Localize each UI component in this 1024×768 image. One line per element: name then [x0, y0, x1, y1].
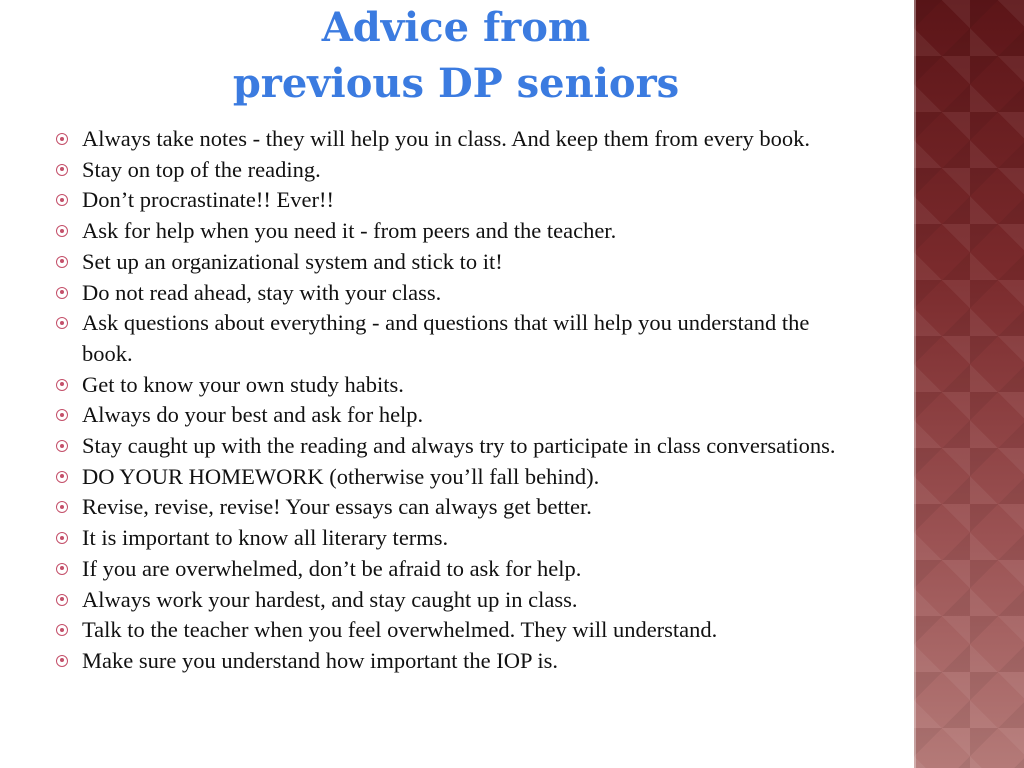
- list-item-text: DO YOUR HOMEWORK (otherwise you’ll fall behind).: [82, 463, 600, 489]
- list-item-text: Stay on top of the reading.: [82, 156, 321, 182]
- list-item: [56, 155, 856, 186]
- list-item: [56, 554, 856, 585]
- list-item-text: Ask for help when you need it - from peers and the teacher.: [82, 218, 617, 244]
- list-item-text: Set up an organizational system and stick to it!: [82, 248, 503, 274]
- list-item: [56, 492, 856, 523]
- list-item-text: Talk to the teacher when you feel overwhelmed. They will understand.: [82, 617, 718, 643]
- bullet-icon: [56, 655, 68, 667]
- list-item: [56, 646, 856, 677]
- list-item-text: Ask questions about everything - and questions that will help you understand the book.: [82, 310, 810, 366]
- bullet-icon: [56, 471, 68, 483]
- list-item: [56, 247, 856, 278]
- bullet-icon: [56, 532, 68, 544]
- bullet-icon: [56, 256, 68, 268]
- list-item: [56, 370, 856, 401]
- bullet-icon: [56, 501, 68, 513]
- list-item-text: If you are overwhelmed, don’t be afraid to ask for help.: [82, 555, 582, 581]
- list-item-text: Always take notes - they will help you in class. And keep them from every book.: [82, 126, 810, 151]
- list-item-text: Make sure you understand how important the IOP is.: [82, 647, 558, 673]
- list-item: [56, 462, 856, 493]
- diamond-pattern: [914, 0, 1024, 768]
- list-item: [56, 216, 856, 247]
- list-item: [56, 615, 856, 646]
- bullet-icon: [56, 624, 68, 636]
- list-item-text: Always work your hardest, and stay caught up in class.: [82, 586, 578, 612]
- bullet-icon: [56, 287, 68, 299]
- bullet-icon: [56, 194, 68, 206]
- bullet-icon: [56, 317, 68, 329]
- list-item: [56, 278, 856, 309]
- decorative-side-panel: [914, 0, 1024, 768]
- bullet-icon: [56, 563, 68, 575]
- list-item: [56, 124, 856, 155]
- advice-list: [56, 124, 856, 677]
- list-item-text: Do not read ahead, stay with your class.: [82, 279, 442, 305]
- bullet-icon: [56, 409, 68, 421]
- list-item: [56, 308, 856, 369]
- list-item-text: Don’t procrastinate!! Ever!!: [82, 187, 334, 213]
- list-item: [56, 400, 856, 431]
- bullet-icon: [56, 133, 68, 145]
- list-item-text: Get to know your own study habits.: [82, 371, 404, 397]
- title-line-1: Advice from: [321, 4, 591, 51]
- list-item: [56, 431, 856, 462]
- bullet-icon: [56, 440, 68, 452]
- panel-edge: [914, 0, 916, 768]
- bullet-icon: [56, 225, 68, 237]
- title-line-2: previous DP seniors: [232, 60, 680, 107]
- list-item: [56, 585, 856, 616]
- list-item: [56, 523, 856, 554]
- bullet-icon: [56, 164, 68, 176]
- list-item: [56, 185, 856, 216]
- list-item-text: Always do your best and ask for help.: [82, 402, 424, 428]
- list-item-text: Stay caught up with the reading and always try to participate in class conversations.: [82, 433, 836, 459]
- slide-title: [0, 0, 912, 112]
- bullet-icon: [56, 379, 68, 391]
- bullet-icon: [56, 594, 68, 606]
- list-item-text: It is important to know all literary terms.: [82, 525, 449, 551]
- list-item-text: Revise, revise, revise! Your essays can always get better.: [82, 494, 592, 520]
